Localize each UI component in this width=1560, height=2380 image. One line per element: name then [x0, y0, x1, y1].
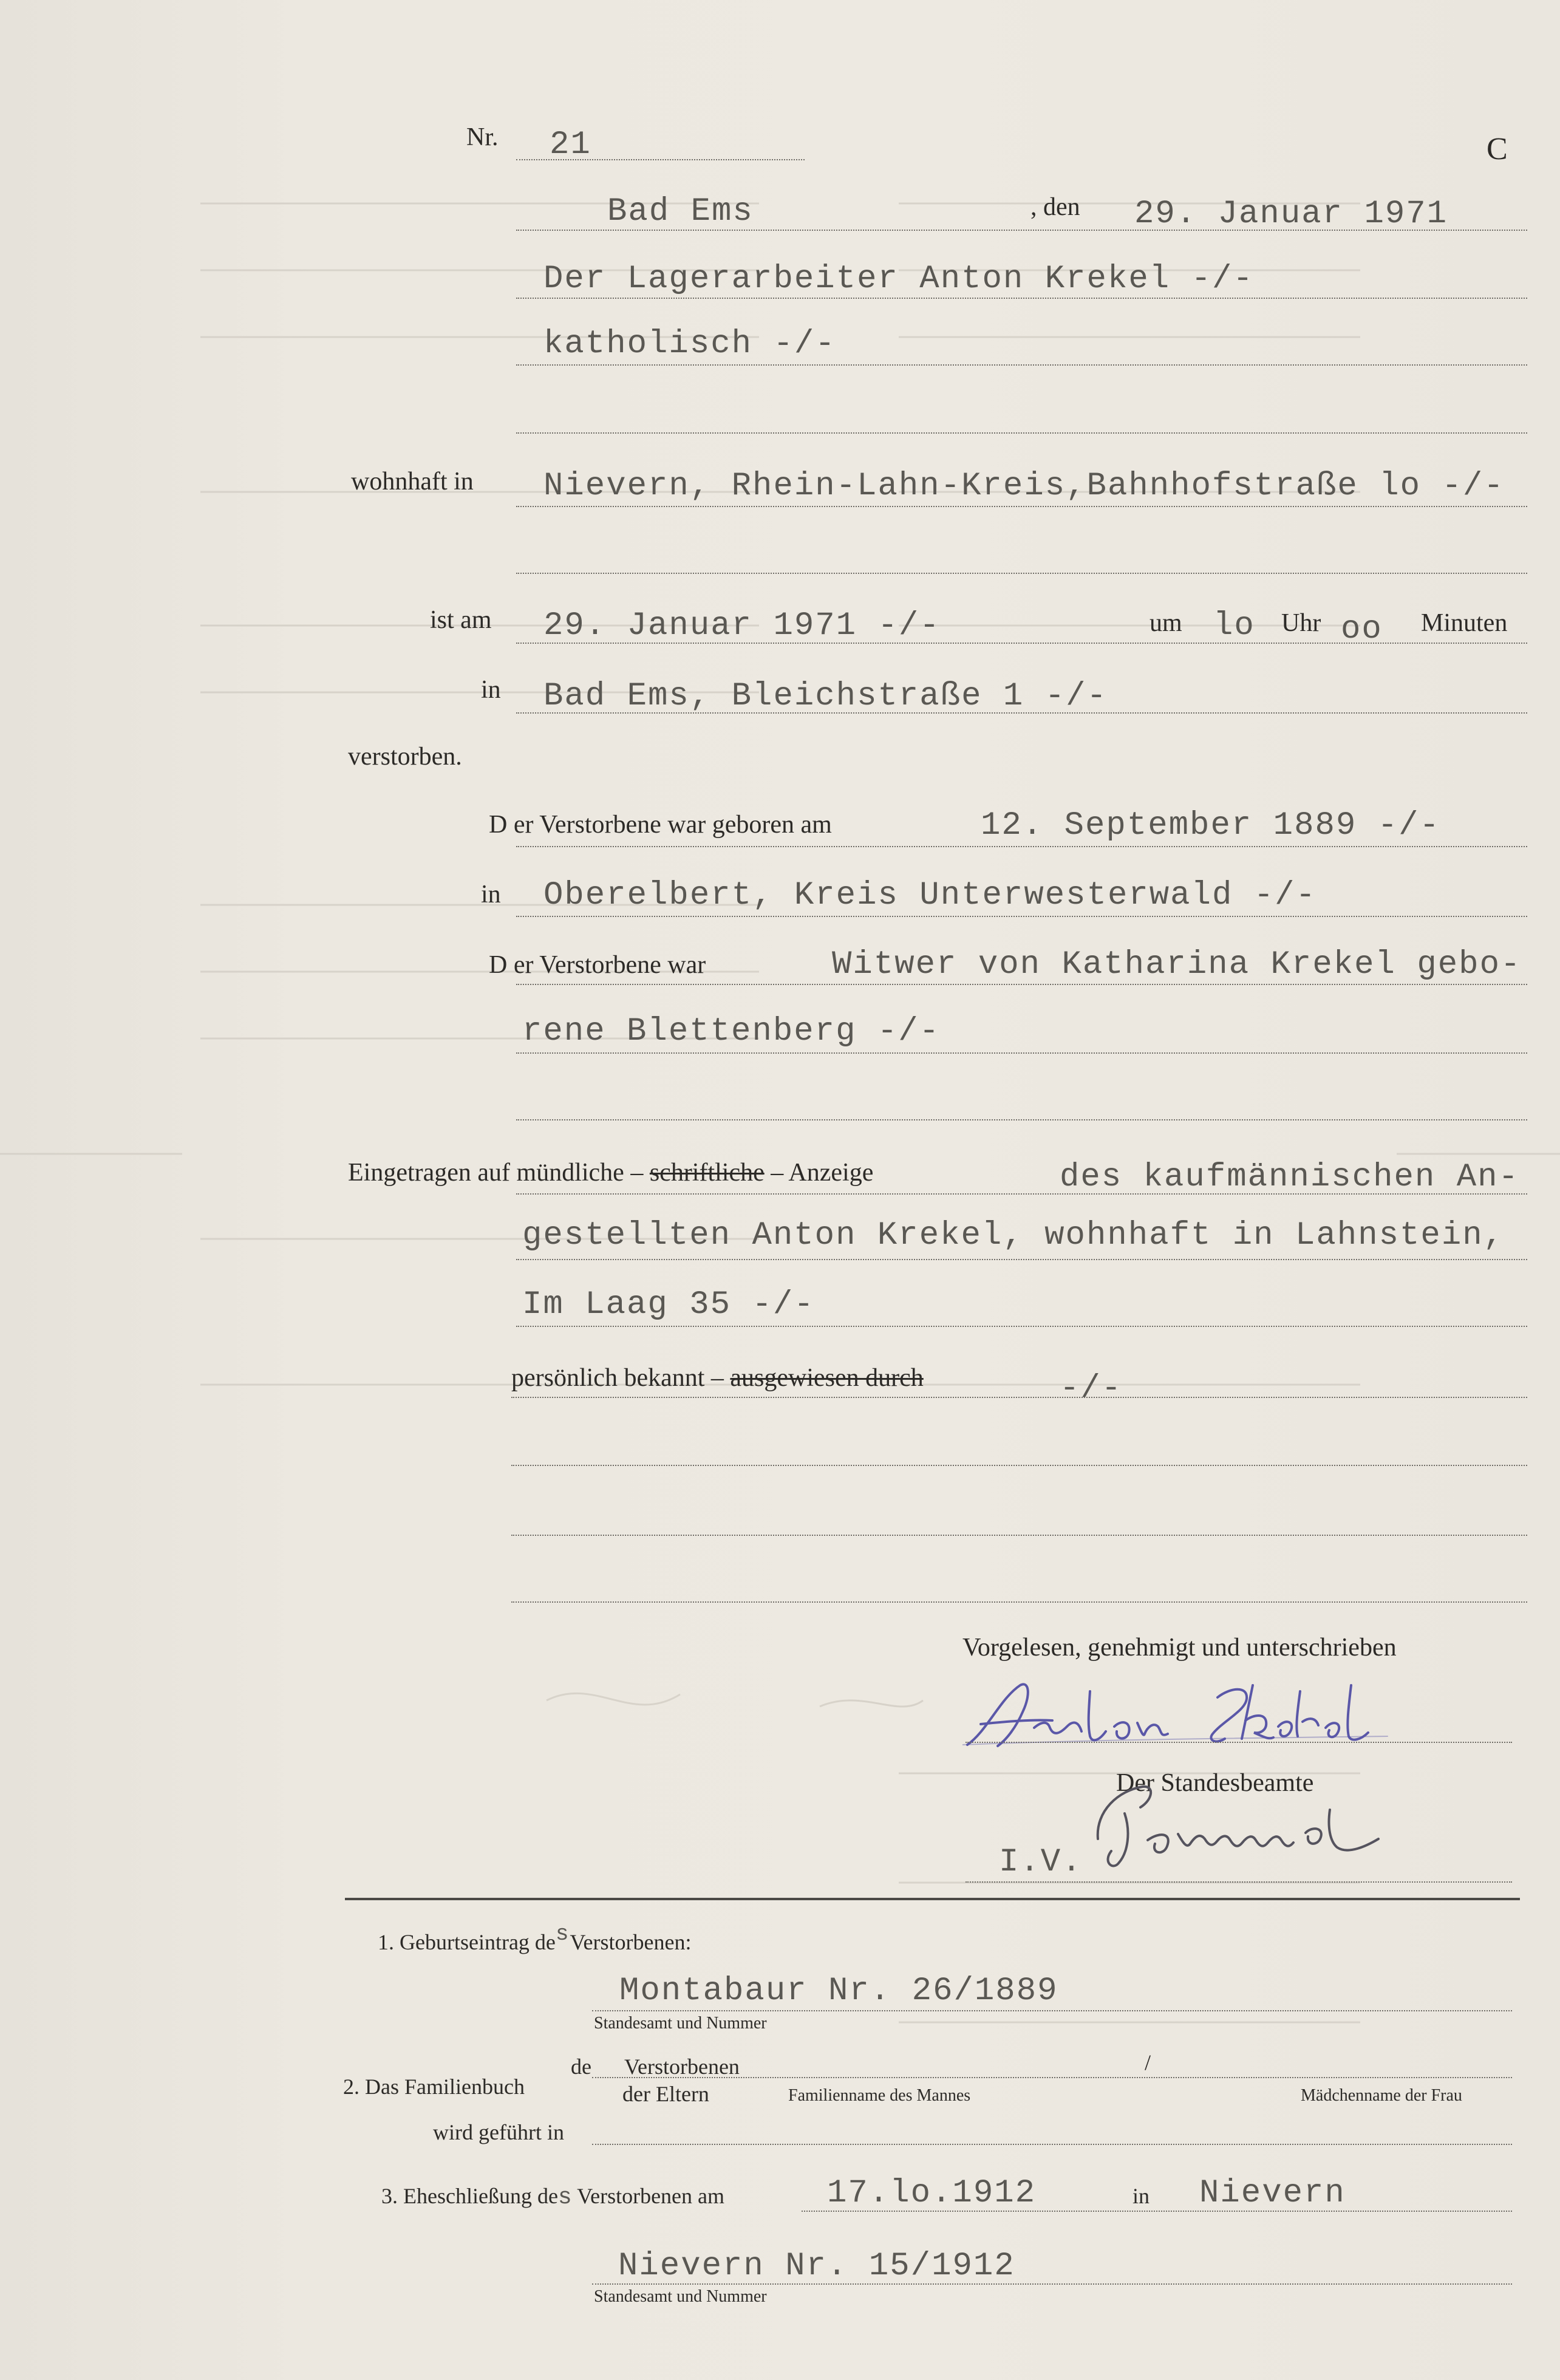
- residence-line: [516, 506, 1527, 507]
- registration-label-struck: schriftliche: [649, 1159, 765, 1187]
- informant-signature: [962, 1673, 1400, 1761]
- blank-line-3: [511, 1601, 1527, 1603]
- birth-date: 12. September 1889 -/-: [981, 807, 1440, 844]
- marital-label: D er Verstorbene war: [489, 951, 706, 979]
- marital-line-1: [516, 984, 1527, 985]
- deceased-name: Der Lagerarbeiter Anton Krekel -/-: [543, 261, 1254, 298]
- family-book-lower: der Eltern: [622, 2082, 709, 2106]
- marriage-date: 17.lo.1912: [827, 2175, 1037, 2212]
- registration-line-3: [516, 1326, 1527, 1327]
- birth-label: D er Verstorbene war geboren am: [489, 811, 832, 839]
- informant-signature-line: [966, 1742, 1512, 1743]
- informant-line-2: gestellten Anton Krekel, wohnhaft in Lahnstein,: [522, 1217, 1505, 1254]
- marriage-in-label: in: [1133, 2184, 1150, 2208]
- death-place-label: in: [481, 676, 501, 704]
- identification-line: [511, 1397, 1527, 1398]
- read-approved-label: Vorgelesen, genehmigt und unterschrieben: [962, 1634, 1397, 1662]
- birth-entry-label: [378, 1921, 692, 1955]
- nr-label: Nr.: [466, 123, 499, 151]
- marriage-register-caption: Standesamt und Nummer: [594, 2287, 767, 2306]
- registration-label-suffix: – Anzeige: [771, 1159, 874, 1187]
- marriage-label-a: 3. Eheschließung de: [381, 2184, 558, 2208]
- deceased-religion: katholisch -/-: [543, 326, 836, 363]
- death-date-label: ist am: [430, 606, 492, 634]
- birth-entry-line: [592, 2010, 1512, 2011]
- identification-label-prefix: persönlich bekannt –: [511, 1364, 724, 1392]
- registry-place: Bad Ems: [607, 193, 754, 230]
- informant-line-1: des kaufmännischen An-: [1060, 1159, 1519, 1196]
- header-line: [516, 230, 1527, 231]
- identification-value: -/-: [1060, 1370, 1123, 1407]
- identification-label-struck: ausgewiesen durch: [730, 1364, 924, 1392]
- time-label: um: [1150, 609, 1182, 637]
- date-label: , den: [1030, 193, 1080, 221]
- registration-line-1: [516, 1193, 1527, 1195]
- family-book-slash: /: [1145, 2050, 1151, 2075]
- marriage-register-value: Nievern Nr. 15/1912: [618, 2248, 1015, 2285]
- death-date: 29. Januar 1971 -/-: [543, 607, 941, 644]
- residence-value: Nievern, Rhein-Lahn-Kreis,Bahnhofstraße lo -/-: [543, 468, 1505, 505]
- death-place-line: [516, 712, 1527, 714]
- marriage-place: Nievern: [1199, 2175, 1346, 2212]
- informant-line-3: Im Laag 35 -/-: [522, 1286, 815, 1323]
- birth-place-line: [516, 916, 1527, 917]
- marital-line-3: [516, 1119, 1527, 1120]
- marital-status-line-1: Witwer von Katharina Krekel gebo-: [832, 946, 1522, 983]
- hour-label: Uhr: [1281, 609, 1321, 637]
- deceased-line-1: [516, 298, 1527, 299]
- birth-entry-value: Montabaur Nr. 26/1889: [619, 1973, 1058, 2010]
- blank-line-2: [511, 1535, 1527, 1536]
- marital-line-2: [516, 1052, 1527, 1054]
- registration-label: [348, 1160, 873, 1185]
- registrar-signature-line: [966, 1881, 1512, 1883]
- birth-entry-suffix: s: [555, 1921, 570, 1946]
- marriage-label-b: Verstorbenen am: [577, 2184, 725, 2208]
- family-book-caption-left: Familienname des Mannes: [788, 2086, 971, 2105]
- iv-label: I.V.: [999, 1844, 1083, 1881]
- section-divider: [345, 1898, 1520, 1900]
- death-date-line: [516, 643, 1527, 644]
- blank-line-1: [511, 1465, 1527, 1466]
- deceased-line-2: [516, 364, 1527, 366]
- birth-date-line: [516, 846, 1527, 847]
- family-book-upper: Verstorbenen: [624, 2054, 740, 2079]
- registration-line-2: [516, 1259, 1527, 1260]
- corner-letter: C: [1487, 132, 1508, 166]
- death-place: Bad Ems, Bleichstraße 1 -/-: [543, 678, 1108, 715]
- marriage-suffix: s: [557, 2184, 572, 2211]
- birth-entry-label-a: 1. Geburtseintrag de: [378, 1930, 556, 1954]
- birth-entry-caption: Standesamt und Nummer: [594, 2014, 767, 2033]
- residence-line-2: [516, 573, 1527, 574]
- marriage-date-line: [802, 2211, 1512, 2212]
- minutes-label: Minuten: [1421, 609, 1508, 637]
- birth-entry-label-b: Verstorbenen:: [570, 1930, 692, 1954]
- marital-status-line-2: rene Blettenberg -/-: [522, 1013, 941, 1050]
- birth-place-label: in: [481, 881, 501, 909]
- family-book-de: de: [571, 2054, 591, 2079]
- registrar-signature: [1087, 1773, 1512, 1877]
- residence-label: wohnhaft in: [351, 468, 474, 496]
- death-minutes: oo: [1341, 611, 1383, 648]
- death-hour: lo: [1213, 607, 1255, 644]
- family-book-location-line: [592, 2144, 1512, 2145]
- birth-place: Oberelbert, Kreis Unterwesterwald -/-: [543, 877, 1316, 914]
- deceased-line-3: [516, 432, 1527, 434]
- record-number: 21: [550, 126, 591, 163]
- family-book-label: 2. Das Familienbuch: [343, 2075, 525, 2099]
- identification-label: [511, 1365, 924, 1391]
- marriage-register-line: [592, 2283, 1512, 2285]
- registry-date: 29. Januar 1971: [1134, 196, 1448, 233]
- deceased-label: verstorben.: [348, 743, 462, 771]
- registration-label-prefix: Eingetragen auf mündliche –: [348, 1159, 644, 1187]
- registrar-label: Der Standesbeamte: [1116, 1769, 1314, 1797]
- family-book-caption-right: Mädchenname der Frau: [1301, 2086, 1462, 2105]
- marriage-label: [381, 2185, 724, 2209]
- record-number-line: [516, 159, 805, 160]
- family-book-location-label: wird geführt in: [433, 2120, 564, 2144]
- family-book-line: [592, 2077, 1512, 2078]
